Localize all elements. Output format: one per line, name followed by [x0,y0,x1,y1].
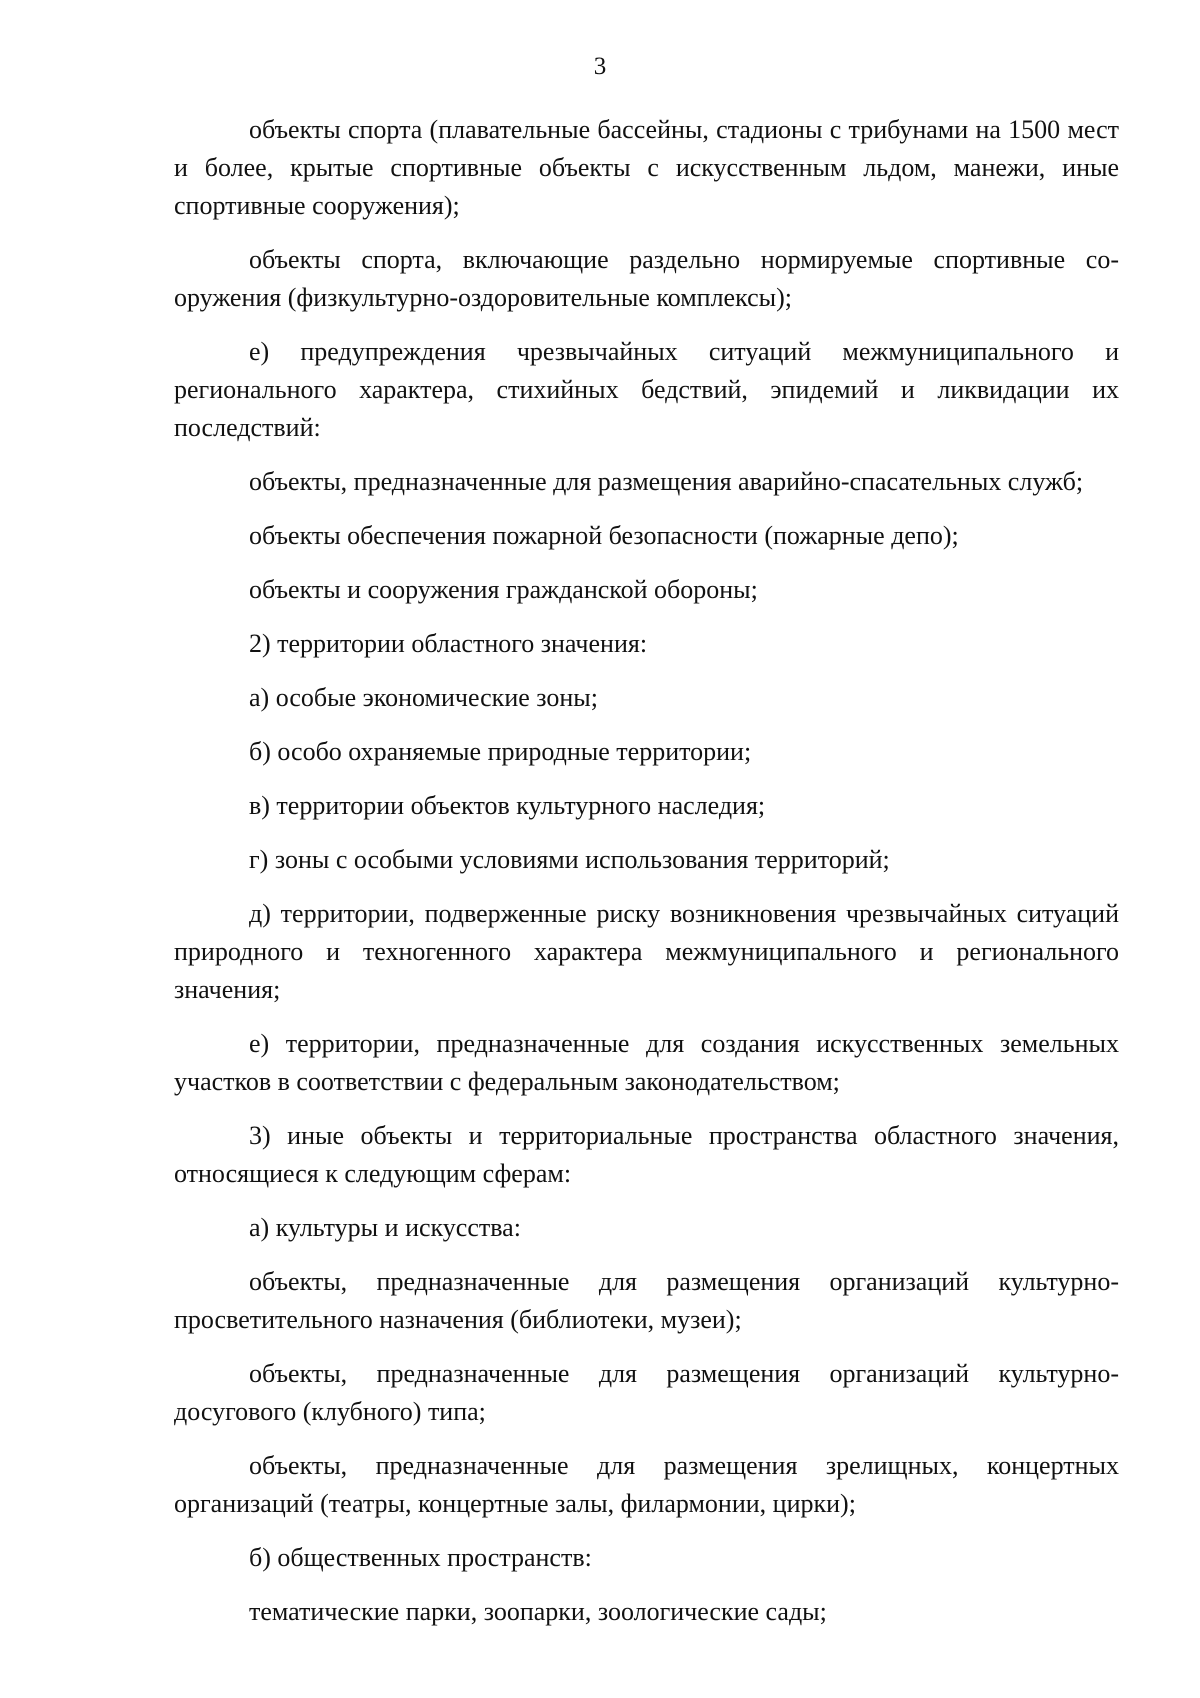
paragraph-cultural-heritage: в) территории объектов культурного наследия; [249,791,766,820]
paragraph-theaters-concerts: объекты, предназначенные для размещения зрелищных, концертных организаций (театры, концертные залы, филармонии, цирки); [174,1451,1119,1518]
paragraph-libraries-museums: объекты, предназначенные для размещения организаций культурно-просветительного назначения (библиотеки, музеи); [174,1267,1119,1334]
paragraph-other-objects: 3) иные объекты и территориальные пространства областного значения, относящиеся к следующим сферам: [174,1121,1119,1188]
document-body [174,111,1119,1647]
page-number: 3 [593,53,607,80]
paragraph-leisure-clubs: объекты, предназначенные для размещения организаций культурно-досугового (клубного) типа; [174,1359,1119,1426]
paragraph-emergency-risk-territories: д) территории, подверженные риску возникновения чрезвычайных ситуаций природного и техногенного характера межмуниципального и регионального значения; [174,899,1119,1004]
paragraph-sports-complexes: объекты спорта, включающие раздельно нормируемые спортивные сооружения (физкультурно-оздоровительные комплексы); [174,245,1119,312]
paragraph-fire-safety: объекты обеспечения пожарной безопасности (пожарные депо); [249,521,959,550]
paragraph-civil-defense: объекты и сооружения гражданской обороны; [249,575,758,604]
paragraph-artificial-land-plots: е) территории, предназначенные для создания искусственных земельных участков в соответствии с федеральным законодательством; [174,1029,1119,1096]
paragraph-economic-zones: а) особые экономические зоны; [249,683,598,712]
paragraph-rescue-services: объекты, предназначенные для размещения аварийно-спасательных служб; [249,467,1084,496]
paragraph-sports-facilities: объекты спорта (плавательные бассейны, стадионы с трибунами на 1500 мест и более, крытые спортивные объекты с искусственным льдом, манежи, иные спортивные сооружения); [174,115,1119,220]
paragraph-public-spaces: б) общественных пространств: [249,1543,592,1572]
paragraph-parks-zoos: тематические парки, зоопарки, зоологические сады; [249,1597,827,1626]
paragraph-culture-and-arts: а) культуры и искусства: [249,1213,521,1242]
paragraph-protected-areas: б) особо охраняемые природные территории; [249,737,752,766]
paragraph-emergency-prevention: е) предупреждения чрезвычайных ситуаций межмуниципального и регионального характера, стихийных бедствий, эпидемий и ликвидации их последствий: [174,337,1119,442]
paragraph-special-zones: г) зоны с особыми условиями использования территорий; [249,845,890,874]
paragraph-regional-territories: 2) территории областного значения: [249,629,648,658]
